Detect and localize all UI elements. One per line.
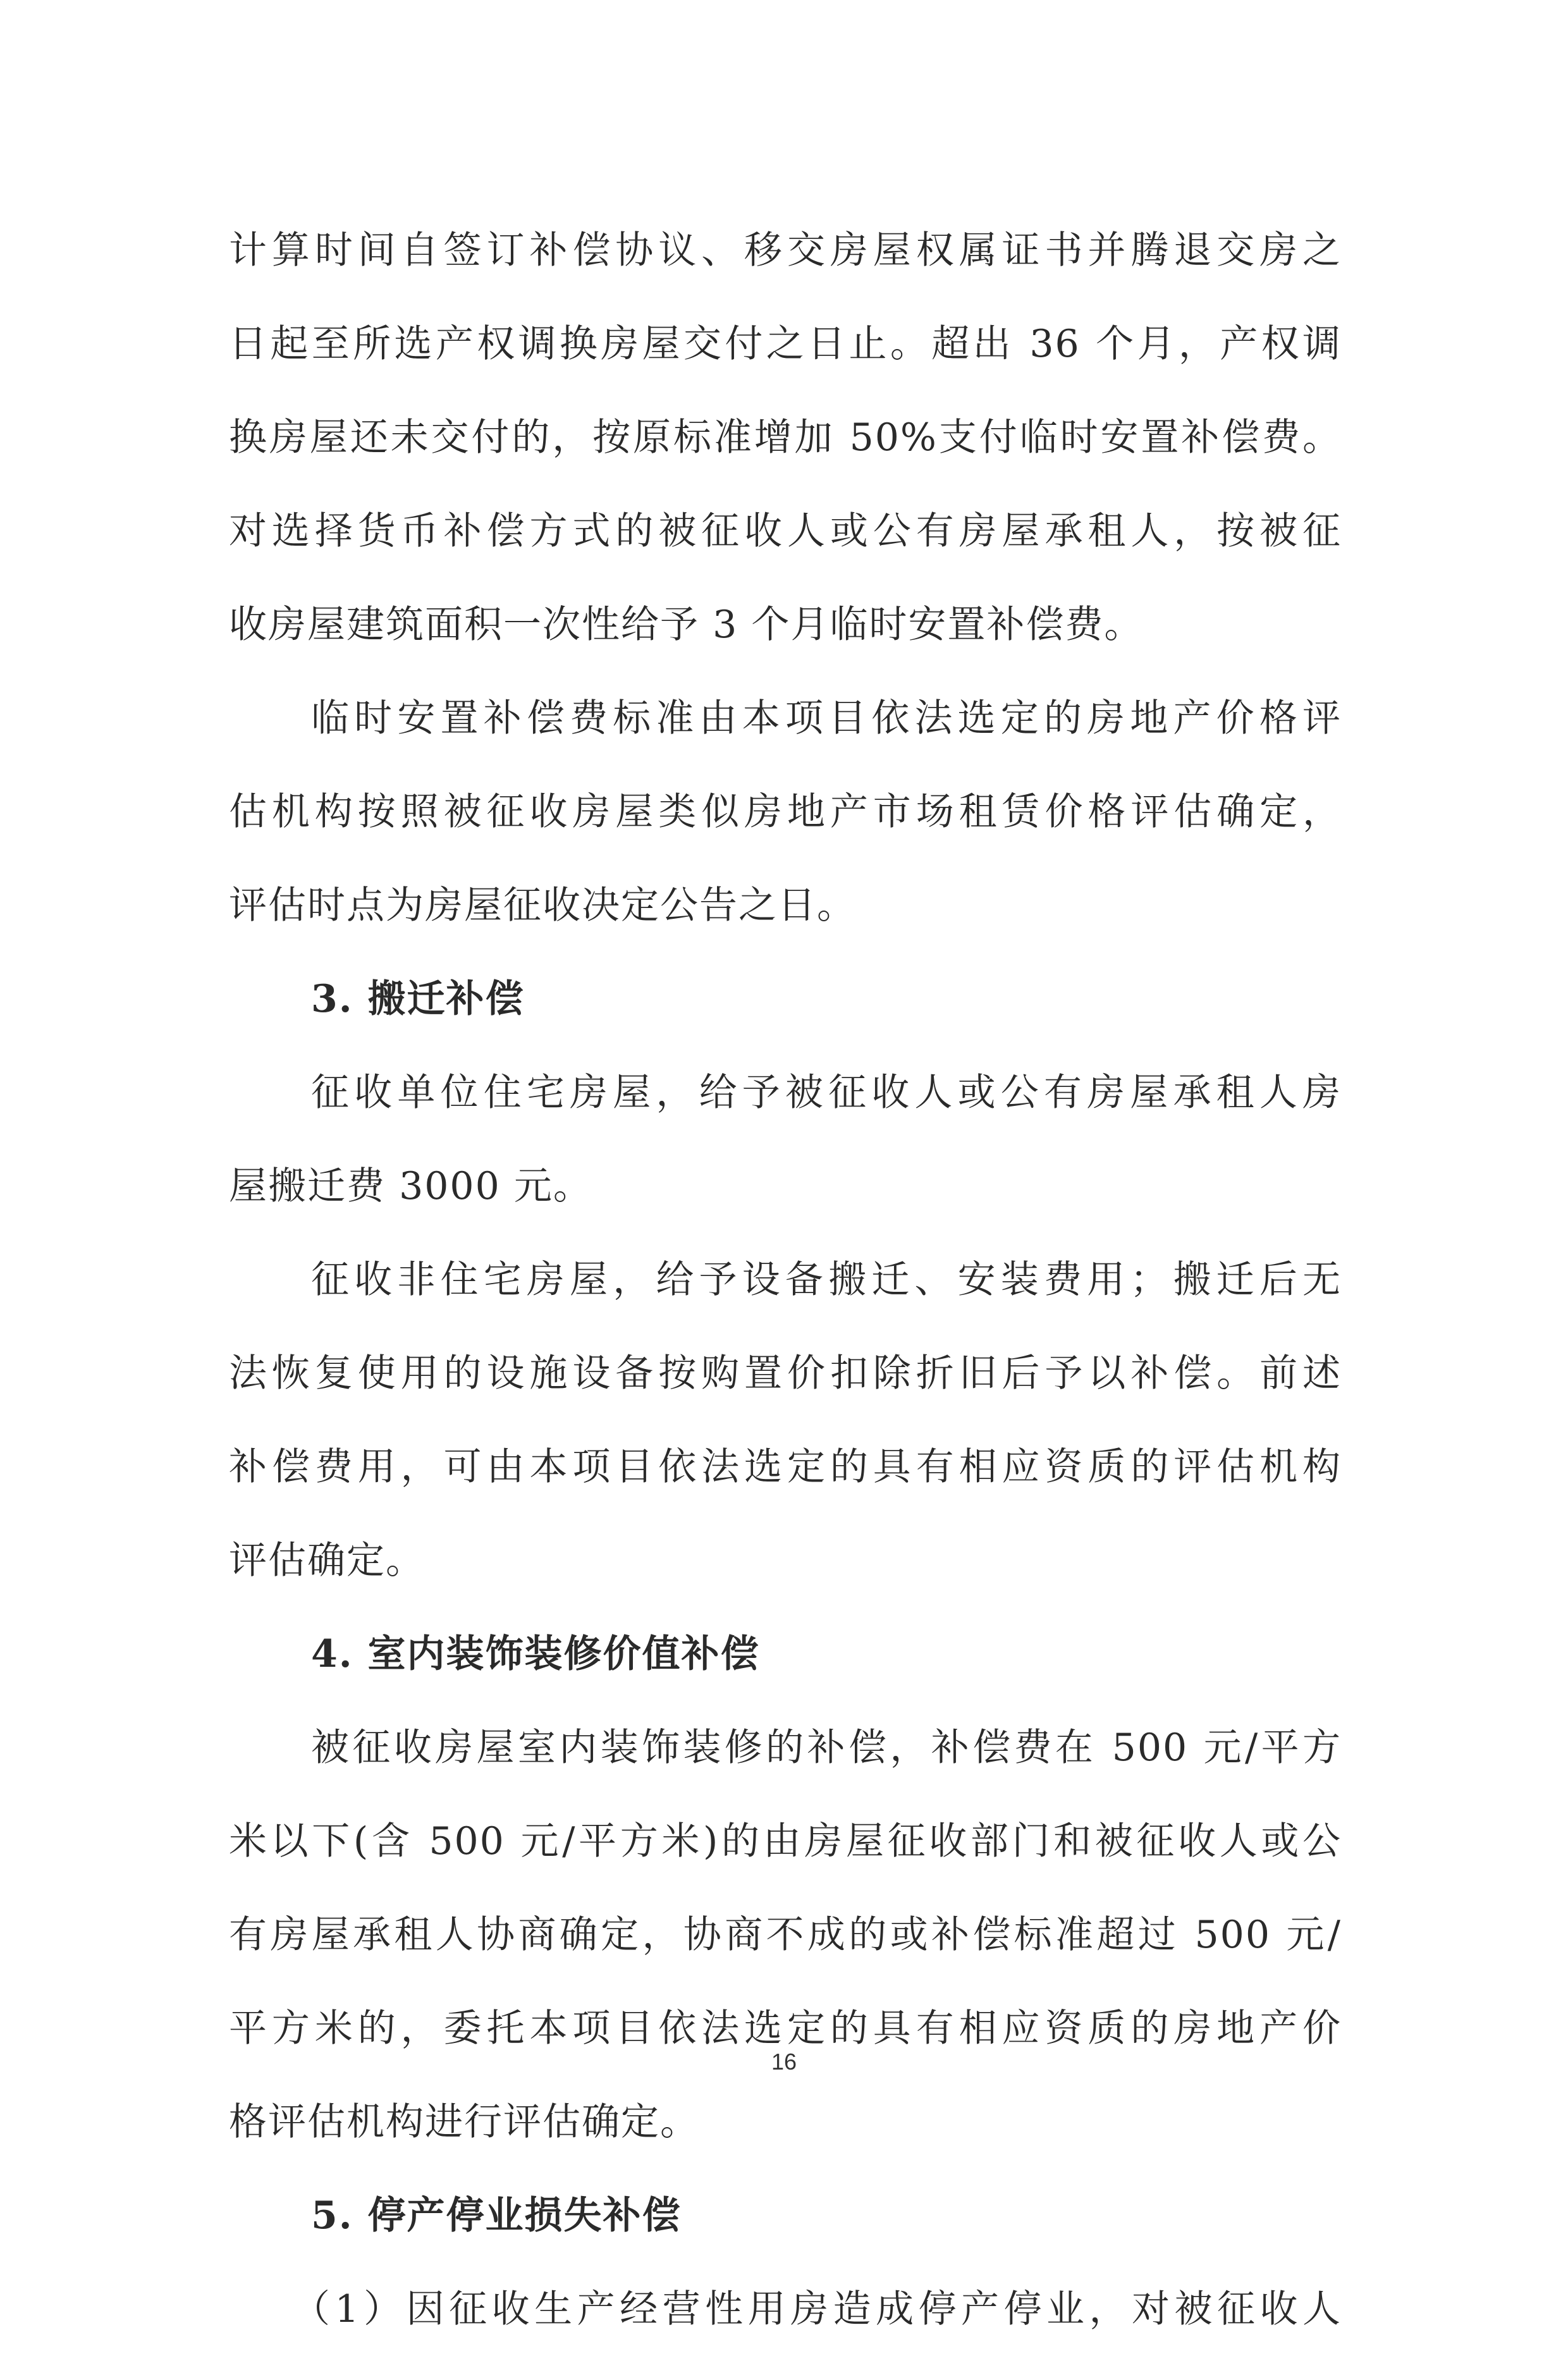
section-heading-decoration-compensation: 4. 室内装饰装修价值补偿 — [311, 1632, 760, 1676]
text-line: 临时安置补偿费标准由本项目依法选定的房地产价格评 — [311, 696, 1342, 740]
text-line: 评估时点为房屋征收决定公告之日。 — [229, 883, 856, 928]
text-line: 计算时间自签订补偿协议、移交房屋权属证书并腾退交房之 — [229, 228, 1342, 273]
text-line: 法恢复使用的设施设备按购置价扣除折旧后予以补偿。前述 — [229, 1351, 1342, 1396]
document-body — [229, 204, 1342, 2356]
text-line: 米以下(含 500 元/平方米)的由房屋征收部门和被征收人或公 — [229, 1819, 1342, 1863]
text-line: 有房屋承租人协商确定，协商不成的或补偿标准超过 500 元/ — [229, 1913, 1342, 1957]
paragraph-residential-relocation — [229, 1046, 1342, 1233]
text-line: 日起至所选产权调换房屋交付之日止。超出 36 个月，产权调 — [229, 322, 1342, 366]
text-line: 收房屋建筑面积一次性给予 3 个月临时安置补偿费。 — [229, 603, 1144, 647]
text-line: 格评估机构进行评估确定。 — [229, 2100, 699, 2144]
text-line: 征收非住宅房屋，给予设备搬迁、安装费用；搬迁后无 — [311, 1258, 1342, 1302]
text-line: （1）因征收生产经营性用房造成停产停业，对被征收人 — [292, 2287, 1342, 2331]
text-line: 换房屋还未交付的，按原标准增加 50%支付临时安置补偿费。 — [229, 415, 1342, 460]
text-line: 对选择货币补偿方式的被征收人或公有房屋承租人，按被征 — [229, 509, 1342, 553]
paragraph-temporary-placement-period — [229, 204, 1342, 672]
section-heading-relocation-compensation: 3. 搬迁补偿 — [311, 977, 525, 1021]
text-line: 评估确定。 — [229, 1538, 425, 1583]
text-line: 被征收房屋室内装饰装修的补偿，补偿费在 500 元/平方 — [311, 1726, 1342, 1770]
paragraph-business-loss-item-1 — [229, 2262, 1342, 2356]
section-heading-business-loss-compensation: 5. 停产停业损失补偿 — [311, 2193, 682, 2238]
paragraph-temporary-placement-standard — [229, 672, 1342, 952]
text-line: 屋搬迁费 3000 元。 — [229, 1164, 592, 1208]
text-line: 平方米的，委托本项目依法选定的具有相应资质的房地产价 — [229, 2006, 1342, 2051]
paragraph-non-residential-relocation — [229, 1233, 1342, 1607]
text-line: 征收单位住宅房屋，给予被征收人或公有房屋承租人房 — [311, 1071, 1342, 1115]
page-number: 16 — [771, 2049, 797, 2075]
text-line: 补偿费用，可由本项目依法选定的具有相应资质的评估机构 — [229, 1445, 1342, 1489]
paragraph-decoration-compensation — [229, 1701, 1342, 2169]
text-line: 估机构按照被征收房屋类似房地产市场租赁价格评估确定， — [229, 790, 1342, 834]
